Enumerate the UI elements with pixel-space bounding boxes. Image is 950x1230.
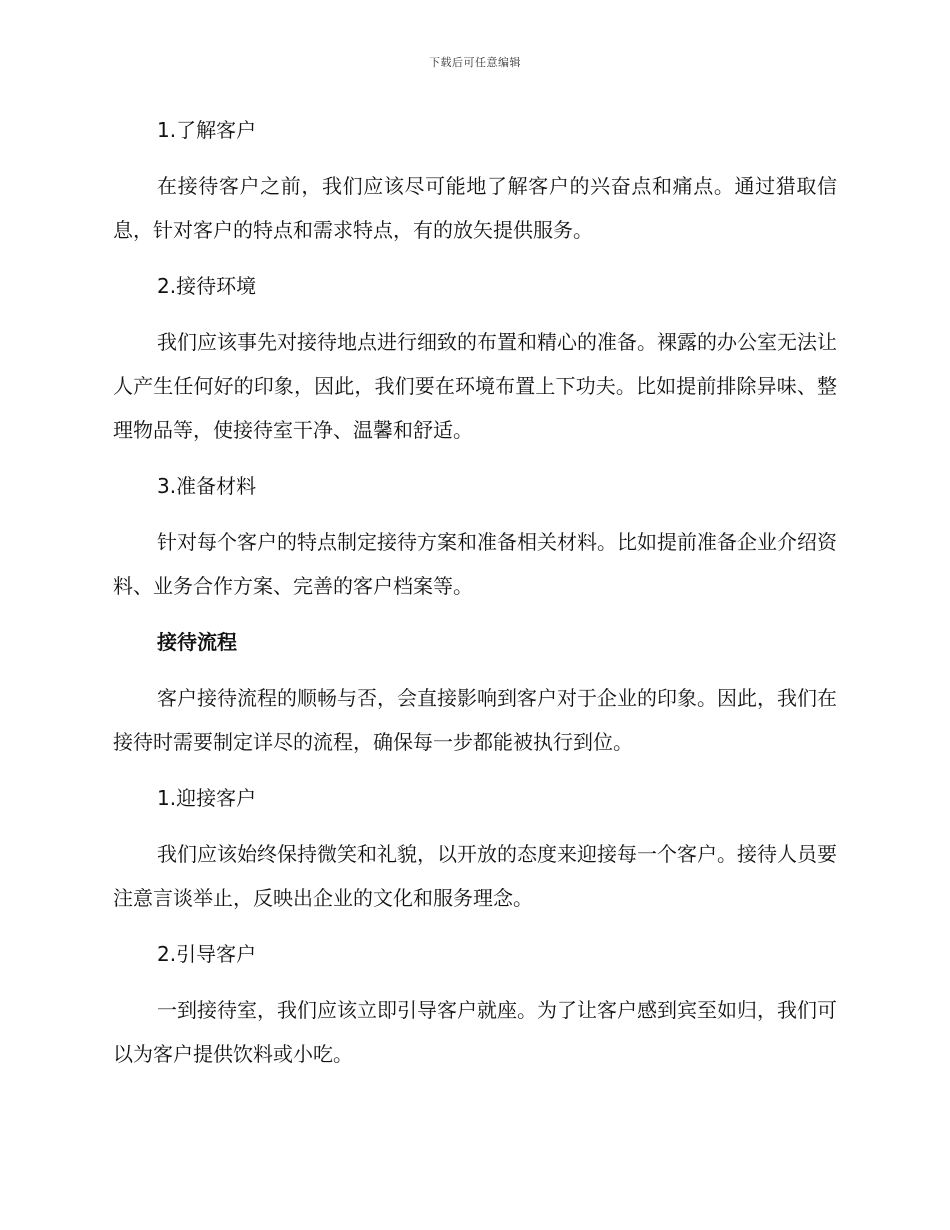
section-heading-guide-customer: 2.引导客户 [157,942,257,966]
section-heading-reception-environment: 2.接待环境 [157,274,257,298]
header-note: 下载后可任意编辑 [429,56,521,69]
section-paragraph-prepare-materials: 针对每个客户的特点制定接待方案和准备相关材料。比如提前准备企业介绍资料、业务合作方案、完善的客户档案等。 [113,530,837,598]
main-heading-reception-process: 接待流程 [157,630,237,654]
paragraph-reception-process: 客户接待流程的顺畅与否，会直接影响到客户对于企业的印象。因此，我们在接待时需要制定详尽的流程，确保每一步都能被执行到位。 [113,686,837,754]
section-paragraph-greet-customer: 我们应该始终保持微笑和礼貌，以开放的态度来迎接每一个客户。接待人员要注意言谈举止，反映出企业的文化和服务理念。 [113,842,837,910]
document-body [113,110,837,1076]
section-paragraph-understand-customer: 在接待客户之前，我们应该尽可能地了解客户的兴奋点和痛点。通过猎取信息，针对客户的特点和需求特点，有的放矢提供服务。 [113,174,837,242]
section-heading-prepare-materials: 3.准备材料 [157,474,257,498]
section-heading-understand-customer: 1.了解客户 [157,118,257,142]
section-heading-greet-customer: 1.迎接客户 [157,786,257,810]
section-paragraph-guide-customer: 一到接待室，我们应该立即引导客户就座。为了让客户感到宾至如归，我们可以为客户提供饮料或小吃。 [113,998,837,1066]
section-paragraph-reception-environment: 我们应该事先对接待地点进行细致的布置和精心的准备。裸露的办公室无法让人产生任何好的印象，因此，我们要在环境布置上下功夫。比如提前排除异味、整理物品等，使接待室干净、温馨和舒适。 [113,330,837,442]
